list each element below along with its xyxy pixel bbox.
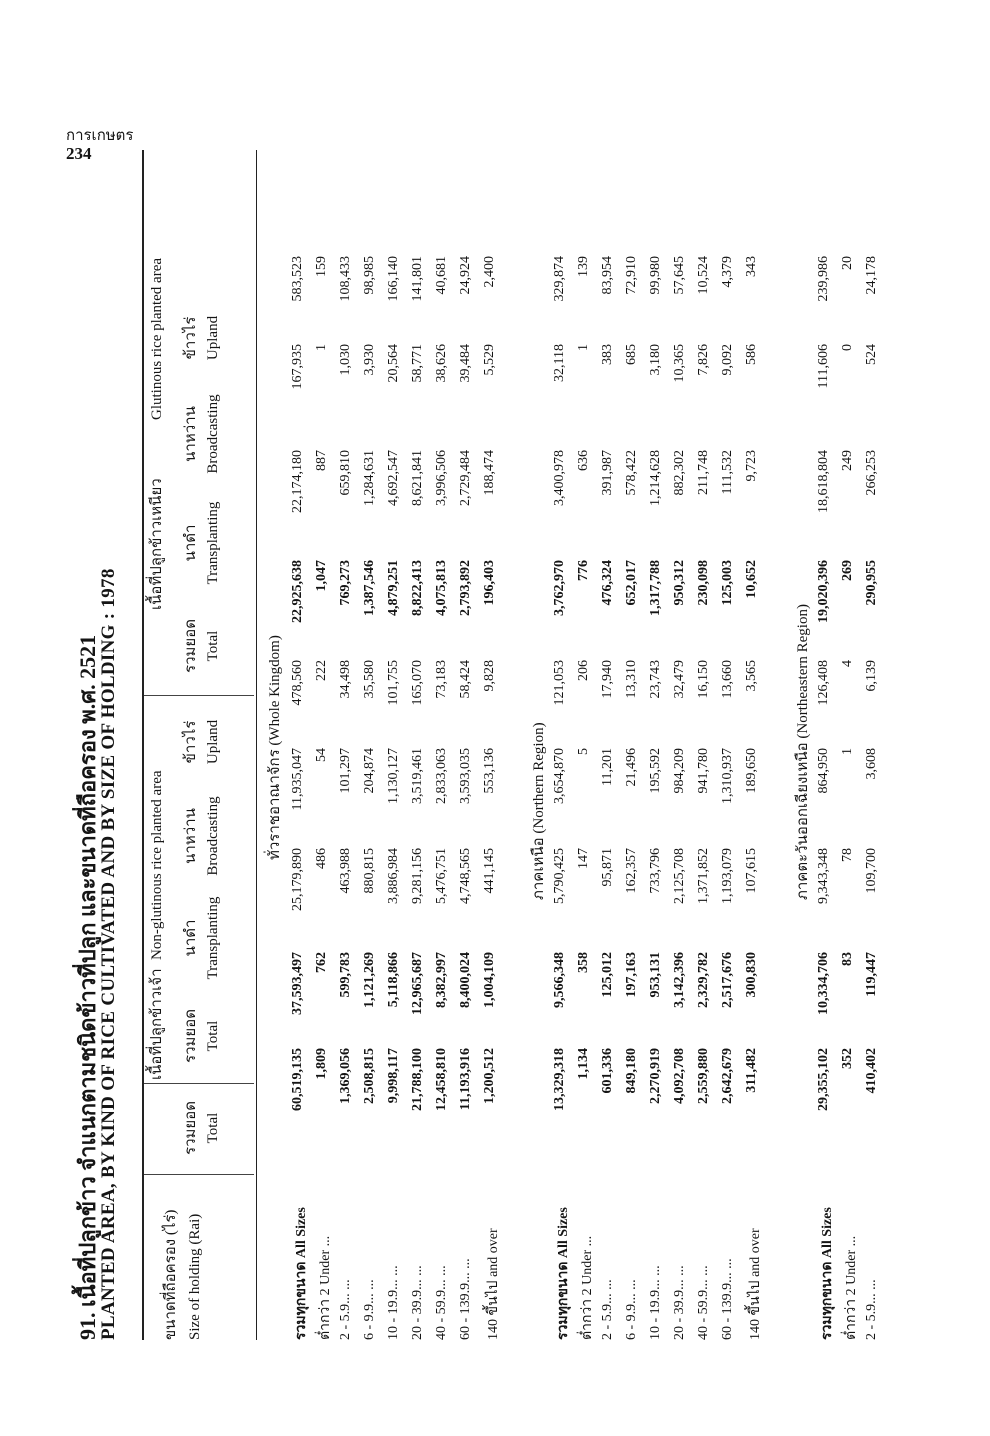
table-cell: 2,329,782: [696, 952, 711, 1008]
table-row: [864, 150, 886, 1340]
table-cell: 16,150: [696, 660, 711, 699]
table-cell: 24,178: [864, 256, 879, 295]
table-cell: 34,498: [338, 660, 353, 699]
table-total-row: [816, 150, 838, 1340]
table-cell: 162,357: [624, 848, 639, 894]
row-label: 10 - 19.9... ...: [648, 1265, 663, 1340]
header-nonglut-trans-en: Transplanting: [205, 896, 221, 980]
table-row: [386, 150, 408, 1340]
table-cell: 12,965,687: [410, 952, 425, 1015]
table-cell: 167,935: [290, 344, 305, 390]
table-cell: 1,284,631: [362, 450, 377, 506]
table-cell: 636: [576, 450, 591, 471]
section-label-en: (Northern Region): [531, 722, 547, 834]
table-cell: 159: [314, 256, 329, 277]
table-cell: 3,180: [648, 344, 663, 376]
table-cell: 5: [576, 748, 591, 755]
header-glut-total-en: Total: [205, 630, 221, 662]
table-cell: 601,336: [600, 1048, 615, 1094]
table-cell: 111,606: [816, 344, 831, 389]
table-cell: 1,200,512: [482, 1048, 497, 1104]
header-glut-upland-thai: ข้าวไร่: [183, 316, 199, 360]
header-total-en: Total: [205, 1112, 221, 1144]
table-cell: 3,654,870: [552, 748, 567, 804]
table-cell: 849,180: [624, 1048, 639, 1094]
table-cell: 3,996,506: [434, 450, 449, 506]
table-cell: 685: [624, 344, 639, 365]
table-row: [720, 150, 742, 1340]
table-cell: 32,118: [552, 344, 567, 382]
table-cell: 659,810: [338, 450, 353, 496]
table-cell: 2,642,679: [720, 1048, 735, 1104]
table-cell: 3,400,978: [552, 450, 567, 506]
header-glut-trans-en: Transplanting: [205, 501, 221, 585]
section-label-thai: ภาคเหนือ: [531, 837, 547, 900]
table-cell: 441,145: [482, 848, 497, 894]
table-total-row: [290, 150, 312, 1340]
row-label: 140 ขึ้นไป and over: [486, 1228, 501, 1340]
table-cell: 21,496: [624, 748, 639, 787]
table-cell: 3,142,396: [672, 952, 687, 1008]
table-cell: 11,193,916: [458, 1048, 473, 1111]
table-cell: 4,692,547: [386, 450, 401, 506]
row-label: รวมทุกขนาด All Sizes: [820, 1207, 835, 1340]
table-cell: 12,458,810: [434, 1048, 449, 1111]
table-cell: 476,324: [600, 560, 615, 606]
row-label: 60 - 139.9... ...: [720, 1258, 735, 1340]
table-cell: 141,801: [410, 256, 425, 302]
table-cell: 769,273: [338, 560, 353, 606]
table-cell: 24,924: [458, 256, 473, 295]
table-cell: 1,121,269: [362, 952, 377, 1008]
table-cell: 652,017: [624, 560, 639, 606]
table-cell: 984,209: [672, 748, 687, 794]
table-cell: 37,593,497: [290, 952, 305, 1015]
table-row: [338, 150, 360, 1340]
table-cell: 3,762,970: [552, 560, 567, 616]
table-cell: 57,645: [672, 256, 687, 295]
table-cell: 578,422: [624, 450, 639, 496]
table-cell: 119,447: [864, 952, 879, 997]
table-cell: 776: [576, 560, 591, 581]
row-label: 40 - 59.9... ...: [696, 1265, 711, 1340]
table-cell: 2,559,880: [696, 1048, 711, 1104]
header-total-thai: รวมยอด: [183, 1101, 199, 1155]
table-cell: 38,626: [434, 344, 449, 383]
table-row: [672, 150, 694, 1340]
table-cell: 4: [840, 660, 855, 667]
table-cell: 5,118,866: [386, 952, 401, 1008]
rotated-table-page: [62, 145, 962, 1380]
table-cell: 13,660: [720, 660, 735, 699]
table-cell: 20,564: [386, 344, 401, 383]
table-cell: 20: [840, 256, 855, 270]
section-label-en: (Whole Kingdom): [267, 635, 283, 746]
table-row: [410, 150, 432, 1340]
table-cell: 1,134: [576, 1048, 591, 1080]
header-nonglut-total-thai: รวมยอด: [183, 1009, 199, 1063]
section-label: [262, 635, 286, 860]
table-cell: 358: [576, 952, 591, 973]
table-cell: 8,400,024: [458, 952, 473, 1008]
table-title-english: PLANTED AREA, BY KIND OF RICE CULTIVATED AND BY SIZE OF HOLDING : 1978: [98, 568, 119, 1340]
table-cell: 0: [840, 344, 855, 351]
header-glut-total-thai: รวมยอด: [183, 619, 199, 673]
table-cell: 383: [600, 344, 615, 365]
table-cell: 111,532: [720, 450, 735, 495]
top-rule: [142, 150, 144, 1340]
table-total-row: [552, 150, 574, 1340]
table-cell: 4,879,251: [386, 560, 401, 616]
table-cell: 2,729,484: [458, 450, 473, 506]
table-cell: 4,092,708: [672, 1048, 687, 1104]
section-label-thai: ทั่วราชอาณาจักร: [267, 749, 283, 860]
table-cell: 1,369,056: [338, 1048, 353, 1104]
table-cell: 6,139: [864, 660, 879, 692]
table-cell: 864,950: [816, 748, 831, 794]
table-cell: 230,098: [696, 560, 711, 606]
table-cell: 941,780: [696, 748, 711, 794]
table-cell: 1,387,546: [362, 560, 377, 616]
table-cell: 1,214,628: [648, 450, 663, 506]
table-cell: 78: [840, 848, 855, 862]
header-nonglut-upland-en: Upland: [205, 719, 221, 765]
table-row: [314, 150, 336, 1340]
header-glut-trans-thai: นาดำ: [183, 524, 199, 562]
header-glut-thai: เนื้อที่ปลูกข้าวเหนียว: [149, 478, 165, 610]
row-label: รวมทุกขนาด All Sizes: [294, 1207, 309, 1340]
table-cell: 3,593,035: [458, 748, 473, 804]
table-cell: 25,179,890: [290, 848, 305, 911]
table-cell: 166,140: [386, 256, 401, 302]
table-cell: 733,796: [648, 848, 663, 894]
table-cell: 249: [840, 450, 855, 471]
row-label: 2 - 5.9... ...: [864, 1279, 879, 1340]
section-label-thai: ภาคตะวันออกเฉียงเหนือ: [795, 742, 811, 900]
table-cell: 11,201: [600, 748, 615, 786]
table-cell: 9,281,156: [410, 848, 425, 904]
table-cell: 599,783: [338, 952, 353, 998]
row-label: 10 - 19.9... ...: [386, 1265, 401, 1340]
table-cell: 880,815: [362, 848, 377, 894]
table-cell: 1,310,937: [720, 748, 735, 804]
table-cell: 343: [744, 256, 759, 277]
table-cell: 1: [840, 748, 855, 755]
table-cell: 524: [864, 344, 879, 365]
table-cell: 211,748: [696, 450, 711, 495]
table-cell: 4,379: [720, 256, 735, 288]
table-cell: 29,355,102: [816, 1048, 831, 1111]
table-cell: 39,484: [458, 344, 473, 383]
table-cell: 10,365: [672, 344, 687, 383]
header-nonglut-thai: เนื้อที่ปลูกข้าวเจ้า: [149, 968, 165, 1080]
table-cell: 108,433: [338, 256, 353, 302]
table-cell: 9,723: [744, 450, 759, 482]
table-cell: 125,012: [600, 952, 615, 998]
table-cell: 1,004,109: [482, 952, 497, 1008]
table-cell: 9,998,117: [386, 1048, 401, 1104]
header-nonglut-en: Non-glutinous rice planted area: [149, 770, 165, 960]
table-cell: 10,652: [744, 560, 759, 599]
row-label: 40 - 59.9... ...: [434, 1265, 449, 1340]
table-cell: 7,826: [696, 344, 711, 376]
header-size-thai: ขนาดที่ถือครอง (ไร่): [163, 1209, 179, 1340]
table-cell: 32,479: [672, 660, 687, 699]
table-row: [696, 150, 718, 1340]
table-row: [624, 150, 646, 1340]
row-label: 60 - 139.9... ...: [458, 1258, 473, 1340]
table-cell: 83,954: [600, 256, 615, 295]
section-label-en: (Northeastern Region): [795, 604, 811, 739]
table-cell: 165,070: [410, 660, 425, 706]
table-cell: 5,790,425: [552, 848, 567, 904]
table-cell: 17,940: [600, 660, 615, 699]
row-label: 6 - 9.9... ...: [624, 1279, 639, 1340]
header-nonglut-broad-en: Broadcasting: [205, 796, 221, 876]
table-cell: 35,580: [362, 660, 377, 699]
table-cell: 206: [576, 660, 591, 681]
row-label: รวมทุกขนาด All Sizes: [556, 1207, 571, 1340]
table-cell: 121,053: [552, 660, 567, 706]
table-cell: 196,403: [482, 560, 497, 606]
table-cell: 266,253: [864, 450, 879, 496]
header-nonglut-total-en: Total: [205, 1020, 221, 1052]
table-cell: 1: [314, 344, 329, 351]
table-cell: 73,183: [434, 660, 449, 699]
table-cell: 4,075,813: [434, 560, 449, 616]
table-cell: 2,793,892: [458, 560, 473, 616]
section-label: [790, 604, 814, 900]
row-label: ต่ำกว่า 2 Under ...: [580, 1235, 595, 1340]
table-cell: 101,755: [386, 660, 401, 706]
row-label: 2 - 5.9... ...: [338, 1279, 353, 1340]
section-label: [526, 722, 550, 900]
table-cell: 887: [314, 450, 329, 471]
table-cell: 107,615: [744, 848, 759, 894]
table-cell: 950,312: [672, 560, 687, 606]
table-cell: 3,930: [362, 344, 377, 376]
table-cell: 125,003: [720, 560, 735, 606]
table-cell: 352: [840, 1048, 855, 1069]
table-cell: 553,136: [482, 748, 497, 794]
table-cell: 189,650: [744, 748, 759, 794]
table-cell: 11,935,047: [290, 748, 305, 811]
table-cell: 9,828: [482, 660, 497, 692]
table-cell: 583,523: [290, 256, 305, 302]
table-row: [648, 150, 670, 1340]
table-cell: 10,334,706: [816, 952, 831, 1015]
table-cell: 300,830: [744, 952, 759, 998]
table-cell: 8,822,413: [410, 560, 425, 616]
table-cell: 222: [314, 660, 329, 681]
header-thai: การเกษตร: [66, 128, 134, 144]
table-cell: 463,988: [338, 848, 353, 894]
table-cell: 13,310: [624, 660, 639, 699]
page-number: 234: [66, 144, 92, 163]
table-cell: 9,092: [720, 344, 735, 376]
column-divider: [144, 1083, 254, 1084]
table-cell: 197,163: [624, 952, 639, 998]
table-cell: 5,476,751: [434, 848, 449, 904]
table-cell: 19,020,396: [816, 560, 831, 623]
table-cell: 40,681: [434, 256, 449, 295]
table-cell: 22,174,180: [290, 450, 305, 513]
table-cell: 147: [576, 848, 591, 869]
table-cell: 2,508,815: [362, 1048, 377, 1104]
table-cell: 10,524: [696, 256, 711, 295]
table-cell: 311,482: [744, 1048, 759, 1093]
table-cell: 101,297: [338, 748, 353, 794]
table-cell: 329,874: [552, 256, 567, 302]
table-cell: 762: [314, 952, 329, 973]
header-glut-upland-en: Upland: [205, 315, 221, 361]
table-cell: 4,748,565: [458, 848, 473, 904]
table-cell: 3,519,461: [410, 748, 425, 804]
row-label: 20 - 39.9... ...: [410, 1265, 425, 1340]
column-divider: [144, 695, 254, 696]
table-cell: 99,980: [648, 256, 663, 295]
table-cell: 8,382,997: [434, 952, 449, 1008]
header-nonglut-upland-thai: ข้าวไร่: [183, 720, 199, 764]
table-cell: 21,788,100: [410, 1048, 425, 1111]
table-cell: 1: [576, 344, 591, 351]
table-cell: 2,270,919: [648, 1048, 663, 1104]
table-row: [482, 150, 504, 1340]
table-cell: 882,302: [672, 450, 687, 496]
column-divider: [144, 1174, 254, 1175]
row-label: 140 ขึ้นไป and over: [748, 1228, 763, 1340]
table-cell: 22,925,638: [290, 560, 305, 623]
table-cell: 58,771: [410, 344, 425, 383]
table-cell: 486: [314, 848, 329, 869]
table-cell: 95,871: [600, 848, 615, 887]
table-cell: 410,402: [864, 1048, 879, 1094]
table-cell: 1,047: [314, 560, 329, 592]
header-nonglut-trans-thai: นาดำ: [183, 919, 199, 957]
table-cell: 1,130,127: [386, 748, 401, 804]
table-cell: 1,030: [338, 344, 353, 376]
table-cell: 3,565: [744, 660, 759, 692]
table-cell: 18,618,804: [816, 450, 831, 513]
table-row: [840, 150, 862, 1340]
table-cell: 2,833,063: [434, 748, 449, 804]
table-row: [362, 150, 384, 1340]
row-label: ต่ำกว่า 2 Under ...: [844, 1235, 859, 1340]
header-rule: [256, 150, 257, 1340]
row-label: 6 - 9.9... ...: [362, 1279, 377, 1340]
table-row: [600, 150, 622, 1340]
table-cell: 9,343,348: [816, 848, 831, 904]
header-nonglut-broad-thai: นาหว่าน: [183, 808, 199, 864]
table-cell: 139: [576, 256, 591, 277]
table-cell: 2,517,676: [720, 952, 735, 1008]
table-cell: 239,986: [816, 256, 831, 302]
table-title-thai: 91. เนื้อที่ปลูกข้าว จำแนกตามชนิดข้าวที่ปลูก และขนาดที่ถือครอง พ.ศ. 2521: [75, 634, 100, 1340]
table-cell: 391,987: [600, 450, 615, 496]
table-cell: 109,700: [864, 848, 879, 894]
table-cell: 1,317,788: [648, 560, 663, 616]
table-cell: 2,400: [482, 256, 497, 288]
table-cell: 83: [840, 952, 855, 966]
header-size-en: Size of holding (Rai): [187, 1213, 203, 1340]
row-label: 2 - 5.9... ...: [600, 1279, 615, 1340]
header-glut-broad-thai: นาหว่าน: [183, 406, 199, 462]
table-cell: 188,474: [482, 450, 497, 496]
table-cell: 126,408: [816, 660, 831, 706]
table-cell: 953,131: [648, 952, 663, 998]
table-cell: 1,371,852: [696, 848, 711, 904]
table-cell: 58,424: [458, 660, 473, 699]
table-cell: 23,743: [648, 660, 663, 699]
table-row: [576, 150, 598, 1340]
table-cell: 72,910: [624, 256, 639, 295]
table-cell: 60,519,135: [290, 1048, 305, 1111]
table-cell: 478,560: [290, 660, 305, 706]
table-cell: 98,985: [362, 256, 377, 295]
table-row: [434, 150, 456, 1340]
table-cell: 54: [314, 748, 329, 762]
table-cell: 3,608: [864, 748, 879, 780]
table-cell: 204,874: [362, 748, 377, 794]
table-cell: 2,125,708: [672, 848, 687, 904]
table-cell: 8,621,841: [410, 450, 425, 506]
table-cell: 290,955: [864, 560, 879, 606]
table-cell: 195,592: [648, 748, 663, 794]
header-glut-en: Glutinous rice planted area: [149, 257, 165, 420]
row-label: ต่ำกว่า 2 Under ...: [318, 1235, 333, 1340]
table-cell: 5,529: [482, 344, 497, 376]
header-glut-broad-en: Broadcasting: [205, 394, 221, 474]
table-cell: 269: [840, 560, 855, 581]
table-cell: 1,809: [314, 1048, 329, 1080]
table-cell: 1,193,079: [720, 848, 735, 904]
table-cell: 586: [744, 344, 759, 365]
table-cell: 3,886,984: [386, 848, 401, 904]
table-cell: 13,329,318: [552, 1048, 567, 1111]
table-cell: 9,566,348: [552, 952, 567, 1008]
table-row: [744, 150, 766, 1340]
table-row: [458, 150, 480, 1340]
row-label: 20 - 39.9... ...: [672, 1265, 687, 1340]
